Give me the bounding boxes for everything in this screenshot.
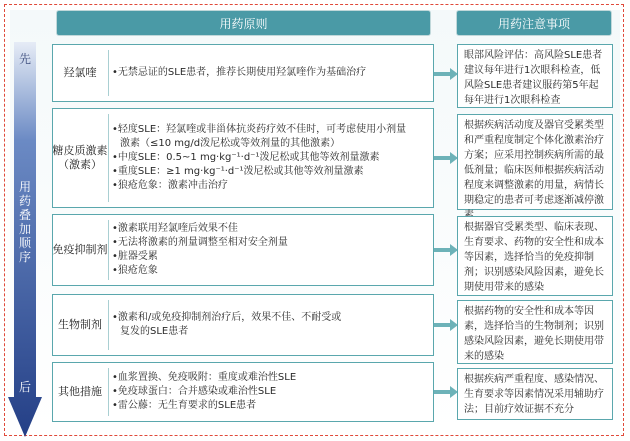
- sequence-char: 顺: [18, 236, 31, 250]
- row-label: 羟氯喹: [63, 66, 97, 79]
- sequence-char: 用: [18, 180, 31, 194]
- list-item: •激素联用羟氯喹后效果不佳: [112, 223, 238, 234]
- note-box: 根据疾病严重程度、感染情况、生育要求等因素情况采用辅助疗法；目前疗效证据不充分: [457, 368, 613, 420]
- row-divider: [108, 50, 109, 96]
- list-item: •轻度SLE：羟氯喹或非甾体抗炎药疗效不佳时，可考虑使用小剂量: [112, 124, 407, 135]
- list-item: •血浆置换、免疫吸附：重度或难治性SLE: [112, 372, 297, 383]
- list-item: •无禁忌证的SLE患者，推荐长期使用羟氯喹作为基础治疗: [112, 67, 367, 78]
- list-item: 激素（≤10 mg/d泼尼松或等效剂量的其他激素）: [120, 138, 341, 149]
- row-content: [112, 44, 428, 102]
- row-label: 免疫抑制剂: [52, 243, 108, 256]
- row-content: [112, 362, 428, 422]
- note-box: 根据疾病活动度及器官受累类型和严重程度制定个体化激素治疗方案；应采用控制疾病所需的最低剂量；临床医师根据疾病活动程度来调整激素的用量，病情长期稳定的患者可考虑逐渐减停激: [457, 114, 613, 210]
- list-item: •狼疮危象: [112, 265, 158, 276]
- list-item: •脏器受累: [112, 251, 158, 262]
- list-item: •无法将激素的剂量调整至相对安全剂量: [112, 237, 288, 248]
- row-content: [112, 214, 428, 286]
- row-label: 糖皮质激素（激素）: [52, 144, 108, 171]
- connector-arrow-icon: [434, 386, 458, 398]
- list-item: •重度SLE：≥1 mg·kg⁻¹·d⁻¹泼尼松或其他等效剂量激素: [112, 166, 364, 177]
- list-item: •中度SLE：0.5~1 mg·kg⁻¹·d⁻¹泼尼松或其他等效剂量激素: [112, 152, 380, 163]
- row-content: [112, 294, 428, 356]
- sequence-char: 叠: [18, 208, 31, 222]
- sequence-last-label: 后: [18, 380, 31, 394]
- connector-arrow-icon: [434, 319, 458, 331]
- row-content: [112, 108, 428, 208]
- list-item: 复发的SLE患者: [120, 326, 189, 337]
- row-label: 其他措施: [58, 385, 102, 398]
- row-divider: [108, 114, 109, 202]
- row-divider: [108, 220, 109, 280]
- list-item: •免疫球蛋白：合并感染或难治性SLE: [112, 386, 277, 397]
- row-divider: [108, 368, 109, 416]
- sequence-char: 序: [18, 250, 31, 264]
- note-box: 眼部风险评估：高风险SLE患者建议每年进行1次眼科检查，低风险SLE患者建议服药第5年起每年进行1次眼科检查: [457, 44, 613, 108]
- row-label: 生物制剂: [58, 318, 102, 331]
- notes-header: 用药注意事项: [456, 10, 612, 36]
- connector-arrow-icon: [434, 152, 458, 164]
- sequence-middle-label: [8, 180, 42, 264]
- list-item: •激素和/或免疫抑制剂治疗后，效果不佳、不耐受或: [112, 312, 342, 323]
- sequence-char: 药: [18, 194, 31, 208]
- sequence-char: 加: [18, 222, 31, 236]
- note-box: 根据药物的安全性和成本等因素，选择恰当的生物制剂；识别感染风险因素，避免长期使用带来的感染: [457, 300, 613, 364]
- connector-arrow-icon: [434, 244, 458, 256]
- note-box: 根据器官受累类型、临床表现、生育要求、药物的安全性和成本等因素，选择恰当的免疫抑制剂；识别感染风险因素，避免长期使用带来的感染: [457, 216, 613, 296]
- row-divider: [108, 300, 109, 350]
- principles-header: 用药原则: [56, 10, 431, 36]
- list-item: •狼疮危象：激素冲击治疗: [112, 180, 228, 191]
- list-item: •雷公藤：无生育要求的SLE患者: [112, 400, 257, 411]
- connector-arrow-icon: [434, 68, 458, 80]
- sequence-first-label: 先: [18, 52, 31, 66]
